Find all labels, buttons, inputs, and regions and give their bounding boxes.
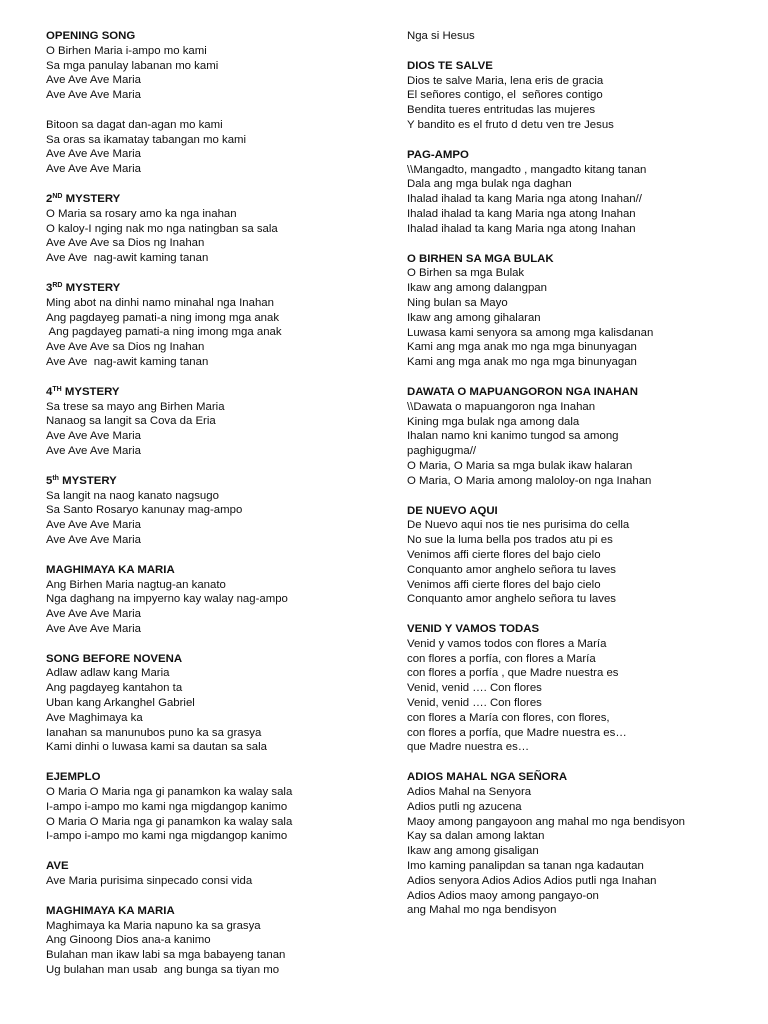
lyric-line: O Maria O Maria nga gi panamkon ka walay sala: [46, 786, 293, 799]
section-heading: MAGHIMAYA KA MARIA: [46, 904, 175, 917]
lyric-line: con flores a porfía , que Madre nuestra es: [407, 667, 619, 680]
lyric-line: Uban kang Arkanghel Gabriel: [46, 697, 195, 710]
section-heading: [46, 474, 376, 489]
lyric-line: Ming abot na dinhi namo minahal nga Inahan: [46, 296, 274, 309]
lyric-line: Ihalad ihalad ta kang Maria nga atong Inahan: [407, 207, 636, 220]
section-heading: EJEMPLO: [46, 771, 101, 784]
section-song-before-novena: [46, 652, 376, 756]
lyric-line: Kami ang mga anak mo nga mga binunyagan: [407, 356, 637, 369]
section-continuation: [407, 29, 747, 44]
section-maghimaya-ka-maria-2: [46, 904, 376, 978]
lyric-line: Nga si Hesus: [407, 30, 475, 42]
section-heading: VENID Y VAMOS TODAS: [407, 623, 540, 636]
lyric-line: \\Dawata o mapuangoron nga Inahan: [407, 400, 596, 413]
lyric-line: Venid, venid …. Con flores: [407, 697, 542, 710]
lyric-line: Ianahan sa manunubos puno ka sa grasya: [46, 726, 262, 739]
lyric-line: Sa trese sa mayo ang Birhen Maria: [46, 400, 225, 413]
lyric-line: Ave Ave Ave Maria: [46, 519, 141, 532]
mystery-title: MYSTERY: [62, 281, 121, 294]
lyric-line: Venimos affi cierte flores del bajo cielo: [407, 578, 601, 591]
section-mystery-3: [46, 281, 376, 370]
section-dios-te-salve: [407, 59, 747, 133]
lyric-line: Ave Ave Ave sa Dios ng Inahan: [46, 237, 205, 250]
lyric-line: No sue la luma bella pos trados atu pi es: [407, 534, 613, 547]
section-o-birhen-sa-mga-bulak: [407, 252, 747, 370]
lyric-line: Ang pagdayeg kantahon ta: [46, 682, 183, 695]
section-mystery-4: [46, 385, 376, 459]
lyric-line: Maoy among pangayoon ang mahal mo nga bendisyon: [407, 815, 685, 828]
mystery-number: 5: [46, 474, 53, 487]
lyric-line: I-ampo i-ampo mo kami nga migdangop kanimo: [46, 830, 288, 843]
lyric-line: Bitoon sa dagat dan-agan mo kami: [46, 118, 223, 131]
lyric-line: Adios Adios maoy among pangayo-on: [407, 889, 599, 902]
lyric-line: Sa oras sa ikamatay tabangan mo kami: [46, 133, 247, 146]
lyric-line: Sa langit na naog kanato nagsugo: [46, 489, 219, 502]
lyric-line: Ave Ave nag-awit kaming tanan: [46, 252, 209, 265]
section-heading: DIOS TE SALVE: [407, 59, 493, 72]
lyric-line: Ave Ave Ave Maria: [46, 444, 141, 457]
ordinal-suffix: RD: [52, 281, 63, 289]
lyric-line: Ave Ave nag-awit kaming tanan: [46, 355, 209, 368]
lyric-line: Nga daghang na impyerno kay walay nag-ampo: [46, 593, 288, 606]
lyric-line: Y bandito es el fruto d detu ven tre Jesus: [407, 118, 614, 131]
lyric-line: Kining mga bulak nga among dala: [407, 415, 580, 428]
section-ave: [46, 859, 376, 889]
lyric-line: Nanaog sa langit sa Cova da Eria: [46, 415, 216, 428]
lyric-line: Ikaw ang among gisaligan: [407, 845, 539, 858]
lyric-line: Ang pagdayeg pamati-a ning imong mga anak: [46, 311, 280, 324]
section-venid-y-vamos-todas: [407, 622, 747, 755]
lyric-line: Kami ang mga anak mo nga mga binunyagan: [407, 341, 637, 354]
lyric-line: Kami dinhi o luwasa kami sa dautan sa sala: [46, 741, 267, 754]
lyric-line: Ave Maria purisima sinpecado consi vida: [46, 875, 253, 888]
lyric-line: Sa Santo Rosaryo kanunay mag-ampo: [46, 504, 243, 517]
section-heading: [46, 281, 376, 296]
lyric-line: Adios Mahal na Senyora: [407, 786, 532, 799]
section-opening-song: [46, 29, 376, 177]
lyric-line: Venid y vamos todos con flores a María: [407, 637, 607, 650]
lyric-line: Ave Ave Ave Maria: [46, 74, 141, 87]
lyric-line: ang Mahal mo nga bendisyon: [407, 904, 557, 917]
lyric-line: El señores contigo, el señores contigo: [407, 89, 603, 102]
section-heading: O BIRHEN SA MGA BULAK: [407, 252, 554, 265]
right-column: [407, 29, 747, 933]
lyric-line: Ave Ave Ave Maria: [46, 163, 141, 176]
lyric-line: Ang Ginoong Dios ana-a kanimo: [46, 934, 211, 947]
lyric-line: \\Mangadto, mangadto , mangadto kitang tanan: [407, 163, 647, 176]
lyric-line: O kaloy-I nging nak mo nga natingban sa sala: [46, 222, 278, 235]
lyric-line: Ikaw ang among gihalaran: [407, 311, 541, 324]
lyric-line: Venimos affi cierte flores del bajo cielo: [407, 548, 601, 561]
lyric-line: O Maria O Maria nga gi panamkon ka walay sala: [46, 815, 293, 828]
lyric-line: Bendita tueres entritudas las mujeres: [407, 104, 596, 117]
lyric-line: O Maria, O Maria sa mga bulak ikaw halaran: [407, 459, 633, 472]
lyric-line: Adios putli ng azucena: [407, 800, 522, 813]
mystery-number: 3: [46, 281, 53, 294]
lyric-line: Ave Ave Ave sa Dios ng Inahan: [46, 341, 205, 354]
lyric-line: Ave Ave Ave Maria: [46, 608, 141, 621]
lyric-line: Sa mga panulay labanan mo kami: [46, 59, 219, 72]
lyric-line: O Birhen sa mga Bulak: [407, 267, 525, 280]
mystery-title: MYSTERY: [62, 192, 121, 205]
lyric-line: paghigugma//: [407, 445, 477, 458]
lyric-line: con flores a porfía, con flores a María: [407, 652, 596, 665]
section-mystery-5: [46, 474, 376, 548]
lyric-line: Dala ang mga bulak nga daghan: [407, 178, 572, 191]
section-heading: [46, 192, 376, 207]
ordinal-suffix: TH: [52, 385, 62, 393]
section-heading: OPENING SONG: [46, 30, 136, 42]
ordinal-suffix: ND: [52, 192, 63, 200]
lyric-line: Ave Ave Ave Maria: [46, 89, 141, 102]
section-de-nuevo-aqui: [407, 504, 747, 608]
lyric-line: Ang pagdayeg pamati-a ning imong mga anak: [46, 326, 282, 339]
lyric-line: Ihalan namo kni kanimo tungod sa among: [407, 430, 619, 443]
lyric-line: Dios te salve Maria, lena eris de gracia: [407, 74, 604, 87]
lyric-line: Conquanto amor anghelo señora tu laves: [407, 563, 616, 576]
lyric-line: Ihalad ihalad ta kang Maria nga atong Inahan: [407, 222, 636, 235]
lyric-line: Maghimaya ka Maria napuno ka sa grasya: [46, 919, 261, 932]
lyric-line: Ang Birhen Maria nagtug-an kanato: [46, 578, 226, 591]
lyric-line: con flores a porfía, que Madre nuestra es…: [407, 726, 627, 739]
section-heading: SONG BEFORE NOVENA: [46, 652, 183, 665]
mystery-number: 4: [46, 385, 53, 398]
left-column: [46, 29, 376, 993]
lyric-line: Ning bulan sa Mayo: [407, 296, 508, 309]
section-adios-mahal-nga-senora: [407, 770, 747, 918]
section-mystery-2: [46, 192, 376, 266]
section-ejemplo: [46, 770, 376, 844]
section-heading: [46, 385, 376, 400]
section-heading: DE NUEVO AQUI: [407, 504, 498, 517]
lyric-line: Imo kaming panalipdan sa tanan nga kadautan: [407, 860, 644, 873]
lyric-line: O Maria, O Maria among maloloy-on nga Inahan: [407, 474, 652, 487]
lyric-line: con flores a María con flores, con flores,: [407, 711, 610, 724]
section-dawata: [407, 385, 747, 489]
stanza: [46, 118, 376, 177]
lyric-line: Ave Ave Ave Maria: [46, 148, 141, 161]
lyric-line: Adios senyora Adios Adios Adios putli nga Inahan: [407, 874, 657, 887]
section-heading: AVE: [46, 860, 69, 873]
lyric-line: que Madre nuestra es…: [407, 741, 530, 754]
lyric-line: De Nuevo aqui nos tie nes purisima do cella: [407, 519, 630, 532]
lyric-line: Luwasa kami senyora sa among mga kalisdanan: [407, 326, 654, 339]
lyric-line: Bulahan man ikaw labi sa mga babayeng tanan: [46, 949, 286, 962]
section-maghimaya-ka-maria: [46, 563, 376, 637]
lyric-line: Ikaw ang among dalangpan: [407, 282, 547, 295]
lyric-line: Ihalad ihalad ta kang Maria nga atong Inahan//: [407, 193, 642, 206]
section-heading: ADIOS MAHAL NGA SEÑORA: [407, 771, 568, 784]
lyric-line: O Maria sa rosary amo ka nga inahan: [46, 207, 237, 220]
lyric-line: Conquanto amor anghelo señora tu laves: [407, 593, 616, 606]
lyric-line: Adlaw adlaw kang Maria: [46, 667, 170, 680]
section-pag-ampo: [407, 148, 747, 237]
stanza: [46, 44, 376, 103]
ordinal-suffix: th: [52, 474, 59, 482]
mystery-title: MYSTERY: [58, 474, 117, 487]
section-heading: MAGHIMAYA KA MARIA: [46, 563, 175, 576]
mystery-number: 2: [46, 192, 53, 205]
lyric-line: Ave Maghimaya ka: [46, 711, 143, 724]
lyric-line: Ug bulahan man usab ang bunga sa tiyan mo: [46, 964, 280, 977]
lyric-line: O Birhen Maria i-ampo mo kami: [46, 44, 207, 57]
lyric-line: Venid, venid …. Con flores: [407, 682, 542, 695]
lyric-line: Ave Ave Ave Maria: [46, 430, 141, 443]
section-heading: DAWATA O MAPUANGORON NGA INAHAN: [407, 385, 638, 398]
mystery-title: MYSTERY: [61, 385, 120, 398]
lyric-line: I-ampo i-ampo mo kami nga migdangop kanimo: [46, 800, 288, 813]
lyric-line: Kay sa dalan among laktan: [407, 830, 545, 843]
section-heading: PAG-AMPO: [407, 148, 469, 161]
lyric-line: Ave Ave Ave Maria: [46, 622, 141, 635]
lyric-line: Ave Ave Ave Maria: [46, 533, 141, 546]
